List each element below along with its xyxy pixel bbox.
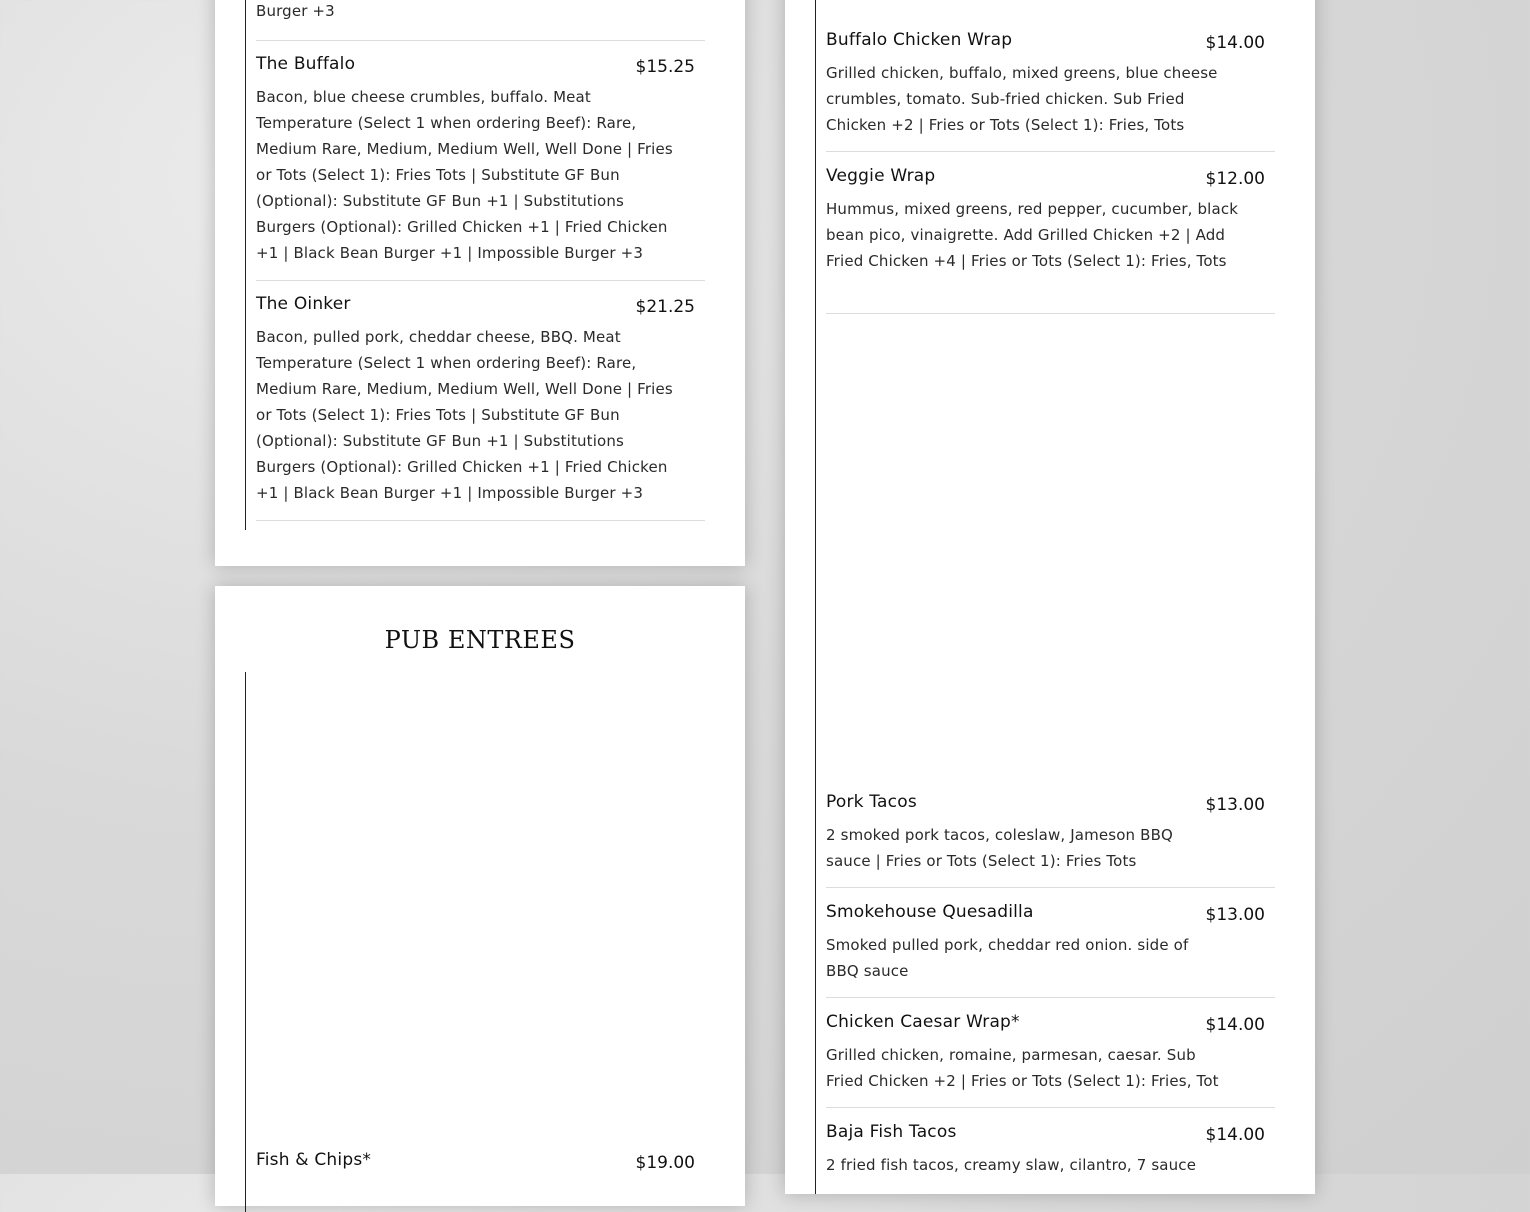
menu-item-buffalo-chicken-wrap[interactable] bbox=[826, 30, 1275, 152]
menu-item-description: Bacon, pulled pork, cheddar cheese, BBQ. Meat Temperature (Select 1 when ordering Beef): Rare, Medium Rare, Medium, Medium Well, Well Done | Fries or Tots (Select 1): Fries Tots | Substitute GF Bun (Optional): Substitute GF Bun +1 | Substitutions Burgers (Optional): Grilled Chicken +1 | Fried Chicken +1 | Black Bean Burger +1 | Impossible Burger +3 bbox=[256, 328, 673, 502]
section-rule bbox=[245, 0, 246, 530]
menu-item-fish-and-chips[interactable] bbox=[256, 1150, 705, 1210]
menu-item-description: Grilled chicken, buffalo, mixed greens, blue cheese crumbles, tomato. Sub-fried chicken. Sub Fried Chicken +2 | Fries or Tots (Select 1): Fries, Tots bbox=[826, 64, 1218, 134]
menu-item-name: Fish & Chips* bbox=[256, 1150, 372, 1170]
menu-item-description: Hummus, mixed greens, red pepper, cucumber, black bean pico, vinaigrette. Add Grilled Chicken +2 | Add Fried Chicken +4 | Fries or Tots (Select 1): Fries, Tots bbox=[826, 200, 1239, 270]
menu-item-description: Bacon, blue cheese crumbles, buffalo. Meat Temperature (Select 1 when ordering Beef): Rare, Medium Rare, Medium, Medium Well, Well Done | Fries or Tots (Select 1): Fries Tots | Substitute GF Bun (Optional): Substitute GF Bun +1 | Substitutions Burgers (Optional): Grilled Chicken +1 | Fried Chicken +1 | Black Bean Burger +1 | Impossible Burger +3 bbox=[256, 88, 673, 262]
menu-item-price: $14.00 bbox=[1205, 33, 1265, 53]
menu-item-the-buffalo[interactable] bbox=[256, 54, 705, 281]
menu-item-name: The Buffalo bbox=[256, 54, 356, 74]
menu-item-price: $14.00 bbox=[1205, 1015, 1265, 1035]
menu-item-name: Veggie Wrap bbox=[826, 166, 936, 186]
menu-item-price: $13.00 bbox=[1205, 795, 1265, 815]
menu-item-price: $19.00 bbox=[635, 1153, 695, 1173]
menu-item-veggie-wrap[interactable] bbox=[826, 166, 1275, 314]
menu-item-name: Baja Fish Tacos bbox=[826, 1122, 957, 1142]
menu-item-description: 2 fried fish tacos, creamy slaw, cilantro, 7 sauce bbox=[826, 1156, 1197, 1174]
menu-item-description: Grilled chicken, romaine, parmesan, caesar. Sub Fried Chicken +2 | Fries or Tots (Select 1): Fries, Tot bbox=[826, 1046, 1219, 1090]
menu-item-name: The Oinker bbox=[256, 294, 351, 314]
menu-item-price: $13.00 bbox=[1205, 905, 1265, 925]
section-rule bbox=[245, 672, 246, 1212]
menu-item-smokehouse-quesadilla[interactable] bbox=[826, 902, 1275, 998]
menu-card-burgers bbox=[215, 0, 745, 566]
section-rule bbox=[815, 0, 816, 1194]
menu-item-chicken-caesar-wrap[interactable] bbox=[826, 1012, 1275, 1108]
menu-item-name: Chicken Caesar Wrap* bbox=[826, 1012, 1020, 1032]
section-title: PUB ENTREES bbox=[384, 626, 576, 654]
menu-item-name: Smokehouse Quesadilla bbox=[826, 902, 1034, 922]
menu-item-price: $15.25 bbox=[635, 57, 695, 77]
menu-item-description: Smoked pulled pork, cheddar red onion. side of BBQ sauce bbox=[826, 936, 1189, 980]
menu-item-description: 2 smoked pork tacos, coleslaw, Jameson BBQ sauce | Fries or Tots (Select 1): Fries Tots bbox=[826, 826, 1173, 870]
menu-item-price: $12.00 bbox=[1205, 169, 1265, 189]
menu-item-pork-tacos[interactable] bbox=[826, 792, 1275, 888]
menu-item-price: $21.25 bbox=[635, 297, 695, 317]
menu-item-price: $14.00 bbox=[1205, 1125, 1265, 1145]
menu-item-baja-fish-tacos[interactable] bbox=[826, 1122, 1275, 1194]
menu-item-the-oinker[interactable] bbox=[256, 294, 705, 521]
menu-item-name: Buffalo Chicken Wrap bbox=[826, 30, 1013, 50]
menu-item-partial[interactable] bbox=[256, 0, 705, 41]
menu-card-wraps bbox=[785, 0, 1315, 1194]
menu-item-description: Burger +3 bbox=[256, 2, 335, 20]
menu-item-name: Pork Tacos bbox=[826, 792, 917, 812]
menu-card-pub-entrees bbox=[215, 586, 745, 1206]
